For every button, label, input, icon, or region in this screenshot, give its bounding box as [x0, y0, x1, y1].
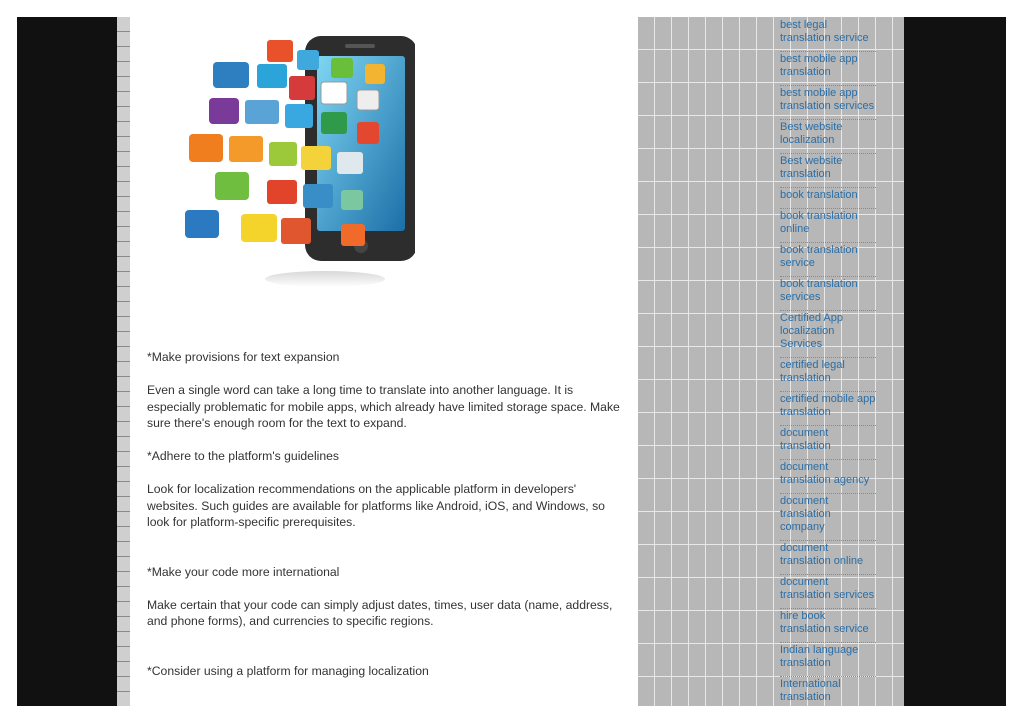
music-icon — [297, 50, 319, 70]
book-icon — [331, 58, 353, 78]
tag-list — [780, 19, 876, 706]
page-frame — [17, 17, 1006, 706]
right-margin — [904, 17, 1006, 706]
tag-link[interactable]: Certified App localization Services — [780, 311, 876, 358]
app-tile-white — [337, 152, 363, 174]
download-icon — [357, 122, 379, 144]
tag-link[interactable]: hire book translation service — [780, 609, 876, 643]
phone-speaker — [345, 44, 375, 48]
tag-link[interactable]: book translation — [780, 188, 876, 209]
article-heading-international-code: *Make your code more international — [147, 564, 340, 579]
tag-link[interactable]: book translation online — [780, 209, 876, 243]
tag-link[interactable]: document translation company — [780, 494, 876, 541]
tag-link[interactable]: Indian language translation — [780, 643, 876, 677]
tag-link[interactable]: document translation — [780, 426, 876, 460]
calculator-icon — [229, 136, 263, 162]
news-icon — [357, 90, 379, 110]
tag-link[interactable]: Best website translation — [780, 154, 876, 188]
article-paragraph: Make certain that your code can simply adjust dates, times, user data (name, address, and phone forms), and currencies to specific regions. — [147, 597, 613, 628]
left-pattern-strip — [117, 17, 130, 706]
plane-icon — [285, 104, 313, 128]
tag-link[interactable]: certified mobile app translation — [780, 392, 876, 426]
phone-shadow — [265, 271, 385, 287]
app-tile-blue — [213, 62, 249, 88]
article-body — [147, 349, 625, 679]
tag-link[interactable]: document translation services — [780, 575, 876, 609]
glasses-icon — [321, 82, 347, 104]
article-paragraph: Even a single word can take a long time to translate into another language. It is especially problematic for mobile apps, which already have limited storage space. Make sure there's enough room for the text to expand. — [147, 383, 620, 430]
tag-link[interactable]: document translation online — [780, 541, 876, 575]
app-tile-orange — [341, 224, 365, 246]
chat-icon — [289, 76, 315, 100]
tag-link[interactable]: book translation services — [780, 277, 876, 311]
tag-link[interactable]: Best website localization — [780, 120, 876, 154]
speaker-icon — [209, 98, 239, 124]
tag-link[interactable]: document translation agency — [780, 460, 876, 494]
tag-link[interactable]: best legal translation service — [780, 19, 876, 52]
tag-link[interactable]: International translation — [780, 677, 876, 706]
tag-link[interactable]: best mobile app translation — [780, 52, 876, 86]
wrench-icon — [189, 134, 223, 162]
app-tile-light — [245, 100, 279, 124]
search-icon — [241, 214, 277, 242]
refresh-icon — [303, 184, 333, 208]
tag-link[interactable]: best mobile app translation services — [780, 86, 876, 120]
tag-link[interactable]: book translation service — [780, 243, 876, 277]
chart-icon — [281, 218, 311, 244]
bus-icon — [185, 210, 219, 238]
article-paragraph: Look for localization recommendations on the applicable platform in developers' websites. Such guides are available for platforms like Android, iOS, and Windows, so look for platform-specific prerequisites. — [147, 482, 605, 529]
mobile-apps-illustration — [175, 34, 415, 289]
tag-link[interactable]: certified legal translation — [780, 358, 876, 392]
headphones-icon — [267, 40, 293, 62]
mail-icon — [267, 180, 297, 204]
cart-icon — [215, 172, 249, 200]
phone-icon — [321, 112, 347, 134]
app-tile-mint — [341, 190, 363, 210]
article-heading-localization-platform: *Consider using a platform for managing localization — [147, 663, 429, 678]
app-tile-green — [269, 142, 297, 166]
main-content — [130, 17, 638, 706]
app-tile-yellow — [301, 146, 331, 170]
at-icon — [365, 64, 385, 84]
app-tile-cyan — [257, 64, 287, 88]
article-heading-guidelines: *Adhere to the platform's guidelines — [147, 449, 340, 463]
article-heading-text-expansion: *Make provisions for text expansion — [147, 350, 340, 364]
